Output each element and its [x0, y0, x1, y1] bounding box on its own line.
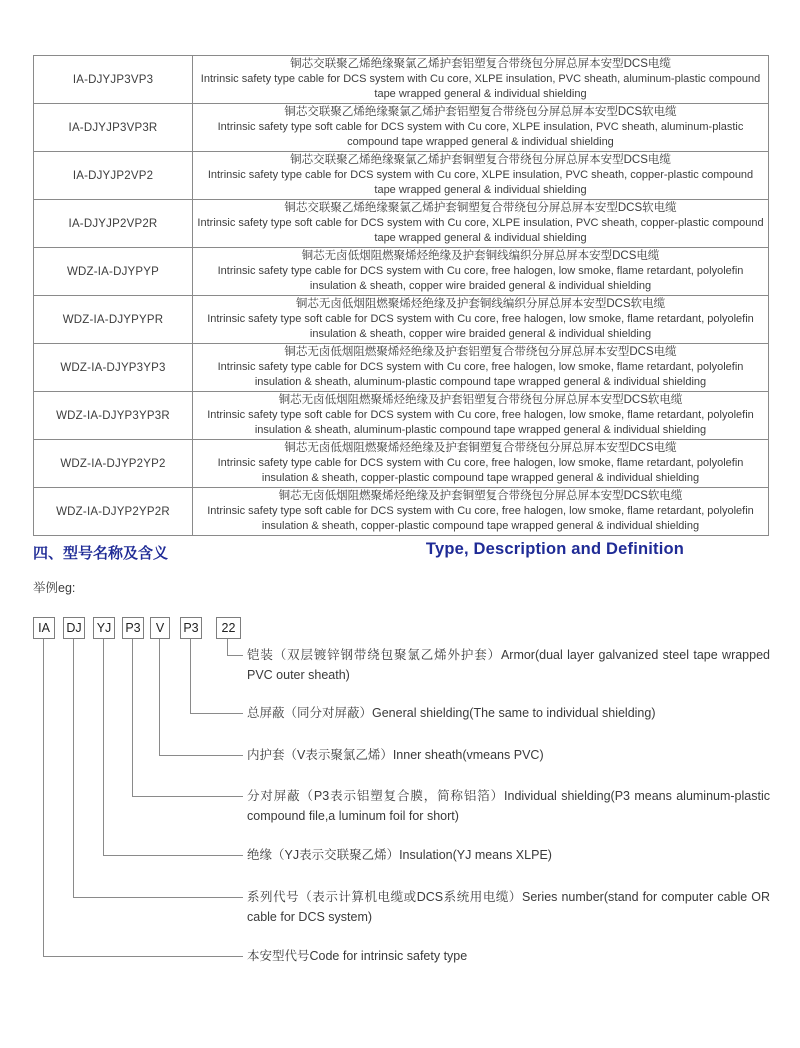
branch-vline — [132, 639, 133, 796]
code-box: P3 — [122, 617, 144, 639]
description-en: Intrinsic safety type cable for DCS system with Cu core, XLPE insulation, PVC sheath, copper-plastic compound tape wrapped general & individual shielding — [207, 169, 754, 196]
branch-text: 铠装（双层镀锌钢带绕包聚氯乙烯外护套）Armor(dual layer galvanized steel tape wrapped PVC outer sheath) — [247, 648, 770, 682]
branch-hline — [132, 796, 243, 797]
code-box: DJ — [63, 617, 85, 639]
cable-code: IA-DJYJP3VP3 — [34, 56, 193, 104]
branch-hline — [227, 655, 243, 656]
description-en: Intrinsic safety type soft cable for DCS system with Cu core, free halogen, low smoke, flame retardant, polyolefin insulation & sheath, copper-plastic compound tape wrapped general & individual shielding — [207, 505, 754, 532]
description-cn: 铜芯无卤低烟阻燃聚烯烃绝缘及护套铜线编织分屏总屏本安型DCS电缆 — [301, 250, 660, 262]
description-en: Intrinsic safety type soft cable for DCS system with Cu core, XLPE insulation, PVC sheath, copper-plastic compound tape wrapped general & individual shielding — [197, 217, 764, 244]
example-label: 举例eg: — [33, 581, 76, 595]
section-title-cn: 四、型号名称及含义 — [33, 545, 169, 562]
code-box: YJ — [93, 617, 115, 639]
branch-vline — [43, 639, 44, 956]
description-en: Intrinsic safety type soft cable for DCS system with Cu core, free halogen, low smoke, flame retardant, polyolefin insulation & sheath, aluminum-plastic compound tape wrapped general & individual shielding — [207, 409, 754, 436]
description-cn: 铜芯交联聚乙烯绝缘聚氯乙烯护套铜塑复合带绕包分屏总屏本安型DCS软电缆 — [284, 202, 677, 214]
branch-text: 分对屏蔽（P3表示铝塑复合膜，简称铝箔）Individual shielding(P3 means aluminum-plastic compound file,a luminum foil for short) — [247, 789, 770, 823]
branch-vline — [73, 639, 74, 897]
branch-text: 总屏蔽（同分对屏蔽）General shielding(The same to individual shielding) — [247, 706, 656, 720]
cable-code: WDZ-IA-DJYPYP — [34, 248, 193, 296]
description-en: Intrinsic safety type soft cable for DCS system with Cu core, XLPE insulation, PVC sheath, aluminum-plastic compound tape wrapped general & individual shielding — [217, 121, 744, 148]
branch-hline — [103, 855, 243, 856]
description-cn: 铜芯交联聚乙烯绝缘聚氯乙烯护套铝塑复合带绕包分屏总屏本安型DCS软电缆 — [284, 106, 677, 118]
cable-code: WDZ-IA-DJYPYPR — [34, 296, 193, 344]
description-en: Intrinsic safety type cable for DCS system with Cu core, XLPE insulation, PVC sheath, aluminum-plastic compound tape wrapped general & individual shielding — [200, 73, 761, 100]
branch-hline — [43, 956, 243, 957]
cable-code: IA-DJYJP2VP2 — [34, 152, 193, 200]
section-title-en: Type, Description and Definition — [425, 540, 685, 558]
description-cn: 铜芯无卤低烟阻燃聚烯烃绝缘及护套铜线编织分屏总屏本安型DCS软电缆 — [295, 298, 666, 310]
cable-code: WDZ-IA-DJYP3YP3R — [34, 392, 193, 440]
branch-hline — [159, 755, 243, 756]
branch-text: 系列代号（表示计算机电缆或DCS系统用电缆）Series number(stand for computer cable OR cable for DCS system) — [247, 890, 770, 924]
description-cn: 铜芯无卤低烟阻燃聚烯烃绝缘及护套铝塑复合带绕包分屏总屏本安型DCS软电缆 — [278, 394, 683, 406]
branch-vline — [103, 639, 104, 855]
description-en: Intrinsic safety type cable for DCS system with Cu core, free halogen, low smoke, flame retardant, polyolefin insulation & sheath, copper wire braided general & individual shielding — [217, 265, 744, 292]
cable-code: WDZ-IA-DJYP2YP2R — [34, 488, 193, 536]
code-box: 22 — [216, 617, 241, 639]
branch-text: 本安型代号Code for intrinsic safety type — [247, 949, 468, 963]
description-en: Intrinsic safety type soft cable for DCS system with Cu core, free halogen, low smoke, flame retardant, polyolefin insulation & sheath, copper wire braided general & individual shielding — [207, 313, 754, 340]
code-box: V — [150, 617, 170, 639]
branch-text: 绝缘（YJ表示交联聚乙烯）Insulation(YJ means XLPE) — [247, 848, 552, 862]
description-cn: 铜芯交联聚乙烯绝缘聚氯乙烯护套铝塑复合带绕包分屏总屏本安型DCS电缆 — [290, 58, 671, 70]
cable-code: WDZ-IA-DJYP3YP3 — [34, 344, 193, 392]
branch-hline — [190, 713, 243, 714]
description-cn: 铜芯无卤低烟阻燃聚烯烃绝缘及护套铝塑复合带绕包分屏总屏本安型DCS电缆 — [284, 346, 677, 358]
code-box: P3 — [180, 617, 202, 639]
cable-code: WDZ-IA-DJYP2YP2 — [34, 440, 193, 488]
branch-vline — [227, 639, 228, 655]
cable-code: IA-DJYJP3VP3R — [34, 104, 193, 152]
branch-vline — [190, 639, 191, 713]
branch-hline — [73, 897, 243, 898]
branch-vline — [159, 639, 160, 755]
description-en: Intrinsic safety type cable for DCS system with Cu core, free halogen, low smoke, flame retardant, polyolefin insulation & sheath, aluminum-plastic compound tape wrapped general & individual shielding — [217, 361, 744, 388]
description-cn: 铜芯交联聚乙烯绝缘聚氯乙烯护套铜塑复合带绕包分屏总屏本安型DCS电缆 — [290, 154, 671, 166]
cable-code: IA-DJYJP2VP2R — [34, 200, 193, 248]
description-cn: 铜芯无卤低烟阻燃聚烯烃绝缘及护套铜塑复合带绕包分屏总屏本安型DCS软电缆 — [278, 490, 683, 502]
code-box: IA — [33, 617, 55, 639]
branch-text: 内护套（V表示聚氯乙烯）Inner sheath(vmeans PVC) — [247, 748, 544, 762]
description-cn: 铜芯无卤低烟阻燃聚烯烃绝缘及护套铜塑复合带绕包分屏总屏本安型DCS电缆 — [284, 442, 677, 454]
description-en: Intrinsic safety type cable for DCS system with Cu core, free halogen, low smoke, flame retardant, polyolefin insulation & sheath, copper-plastic compound tape wrapped general & individual shielding — [217, 457, 744, 484]
